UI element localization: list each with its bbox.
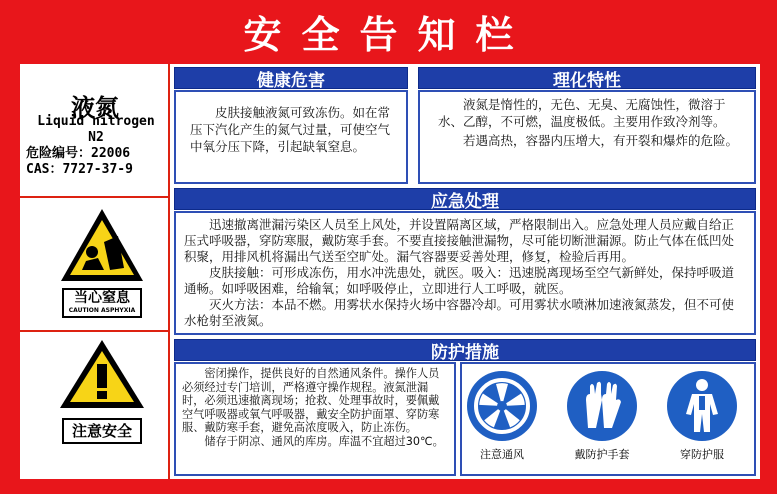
properties-header: 理化特性 [418,67,756,89]
hazard-number: 危险编号：22006 [26,146,131,161]
properties-text-1: 液氮是惰性的，无色、无臭、无腐蚀性，微溶于水、乙醇，不可燃，温度极低。主要用作致冷剂等。 [438,97,726,129]
ventilation-icon [466,370,538,442]
health-hazard-text: 皮肤接触液氮可致冻伤。如在常压下汽化产生的氮气过量，可使空气中氧分压下降，引起缺氧窒息。 [190,105,391,154]
chemical-english-name: Liquid nitrogen [37,114,155,129]
emergency-header: 应急处理 [174,188,756,210]
caution-warning-icon [58,338,146,410]
emergency-box [174,211,756,335]
protective-suit-label: 穿防护服 [680,448,724,461]
emergency-text-1: 迅速撤离泄漏污染区人员至上风处，并设置隔离区域，严格限制出入。应急处理人员应戴自给正压式呼吸器，穿防寒服，戴防寒手套。不要直接接触泄漏物，尽可能切断泄漏源。防止气体在低凹处积聚，用排风机将漏出气送至空旷处。漏气容器要妥善处理，修复，检验后再用。 [184,217,735,264]
emergency-text-2: 皮肤接触：可形成冻伤，用水冲洗患处，就医。吸入：迅速脱离现场至空气新鲜处，保持呼吸道通畅。如呼吸困难，给输氧；如呼吸停止，立即进行人工呼吸，就医。 [184,265,735,296]
protection-header: 防护措施 [174,339,756,361]
protective-suit-icon [666,370,738,442]
chemical-formula: N2 [88,130,104,145]
emergency-text-3: 灭火方法：本品不燃。用雾状水保持火场中容器冷却。可用雾状水喷淋加速液氮蒸发，但不可使水枪射至液氮。 [184,297,735,328]
gloves-icon [566,370,638,442]
divider [20,330,170,332]
gloves-label: 戴防护手套 [574,448,630,461]
protection-text-1: 密闭操作，提供良好的自然通风条件。操作人员必须经过专门培训，严格遵守操作规程。液氮泄漏时，必须迅速撤离现场；抢救、处理事故时，要佩戴空气呼吸器或氧气呼吸器，戴安全防护面罩、穿防寒服、戴防寒手套，避免高浓度吸入，防止冻伤。 [182,367,440,435]
asphyxia-warning-label: 当心窒息 CAUTION ASPHYXIA [62,288,142,318]
ventilation-label: 注意通风 [480,448,524,461]
caution-warning-label: 注意安全 [62,418,142,444]
health-hazard-header: 健康危害 [174,67,408,89]
properties-box [418,90,756,184]
divider [20,196,170,198]
properties-text-2: 若遇高热，容器内压增大，有开裂和爆炸的危险。 [463,133,739,148]
chemical-info [26,114,166,178]
asphyxia-warning-icon [58,206,146,284]
health-hazard-box [174,90,408,184]
chemical-name: 液氮 [71,94,119,122]
board-title: 安全告知栏 [243,12,534,57]
protection-box [174,362,456,476]
protection-text-2: 储存于阴凉、通风的库房。库温不宜超过30℃。 [204,434,444,448]
cas-number: CAS：7727-37-9 [26,162,133,177]
